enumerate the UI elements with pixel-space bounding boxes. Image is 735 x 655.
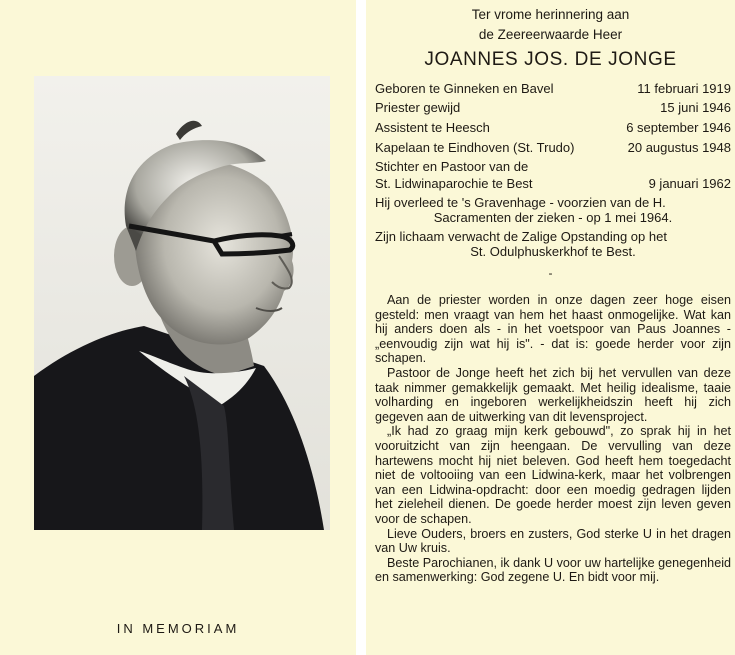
event-label: St. Lidwinaparochie te Best [375, 176, 533, 191]
text-body [375, 293, 731, 585]
paragraph: Pastoor de Jonge heeft het zich bij het vervullen van deze taak nimmer gemakkelijk gemaakt. Met heilig idealisme, taaie volharding en ingeboren werkelijkheidszin heeft hij zich gegeven aan de uitwerking van dit levensproject. [375, 365, 731, 424]
event-date: 11 februari 1919 [637, 81, 731, 96]
event-row [375, 81, 731, 97]
divider: - [548, 266, 553, 280]
deceased-name: JOANNES JOS. DE JONGE [424, 49, 677, 70]
left-panel [0, 0, 356, 655]
event-row [375, 120, 731, 136]
rest-line-2: St. Odulphuskerkhof te Best. [470, 244, 636, 259]
paragraph: Lieve Ouders, broers en zusters, God sterke U in het dragen van Uw kruis. [375, 526, 731, 556]
portrait-illustration [34, 76, 330, 530]
paragraph: Beste Parochianen, ik dank U voor uw hartelijke genegenheid en samenwerking: God zegene U. En bidt voor mij. [375, 555, 731, 585]
event-date: 9 januari 1962 [648, 176, 731, 191]
paragraph: Aan de priester worden in onze dagen zeer hoge eisen gesteld: men vraagt van hem het haast onmogelijke. Wat kan hij anders doen als - in het voetspoor van Paus Joannes - „eenvoudig zijn wat hij is". - dat is: goede herder voor zijn schapen. [375, 293, 731, 366]
death-line-2: Sacramenten der zieken - op 1 mei 1964. [433, 210, 673, 225]
event-label: Kapelaan te Eindhoven (St. Trudo) [375, 140, 575, 155]
event-row [375, 140, 731, 156]
event-row [375, 100, 731, 116]
header-line-1: Ter vrome herinnering aan [471, 7, 630, 22]
death-line-1: Hij overleed te 's Gravenhage - voorzien van de H. [375, 195, 666, 210]
portrait-photo [34, 76, 330, 530]
event-label: Geboren te Ginneken en Bavel [375, 81, 554, 96]
event-row [375, 176, 731, 192]
header-line-2: de Zeereerwaarde Heer [478, 27, 623, 42]
event-date: 15 juni 1946 [660, 100, 731, 115]
right-panel [366, 0, 735, 655]
event-label: Assistent te Heesch [375, 120, 490, 135]
in-memoriam-caption: IN MEMORIAM [116, 621, 240, 636]
paragraph: „Ik had zo graag mijn kerk gebouwd", zo sprak hij in het vooruitzicht van zijn heengaan. De vervulling van deze hartewens mocht hij niet beleven. God heeft hem toegedacht niet de voltooiing van een Lidwina-kerk, maar het volbrengen van een Lidwina-opdracht: door een moedig gedragen lijden het zieleheil dienen. De goede herder moest zijn leven geven voor de schapen. [375, 424, 731, 526]
event-row [375, 159, 731, 175]
event-date: 6 september 1946 [626, 120, 731, 135]
rest-line-1: Zijn lichaam verwacht de Zalige Opstanding op het [375, 229, 667, 244]
event-label: Stichter en Pastoor van de [375, 159, 529, 174]
event-label: Priester gewijd [375, 100, 461, 115]
event-date: 20 augustus 1948 [627, 140, 731, 155]
